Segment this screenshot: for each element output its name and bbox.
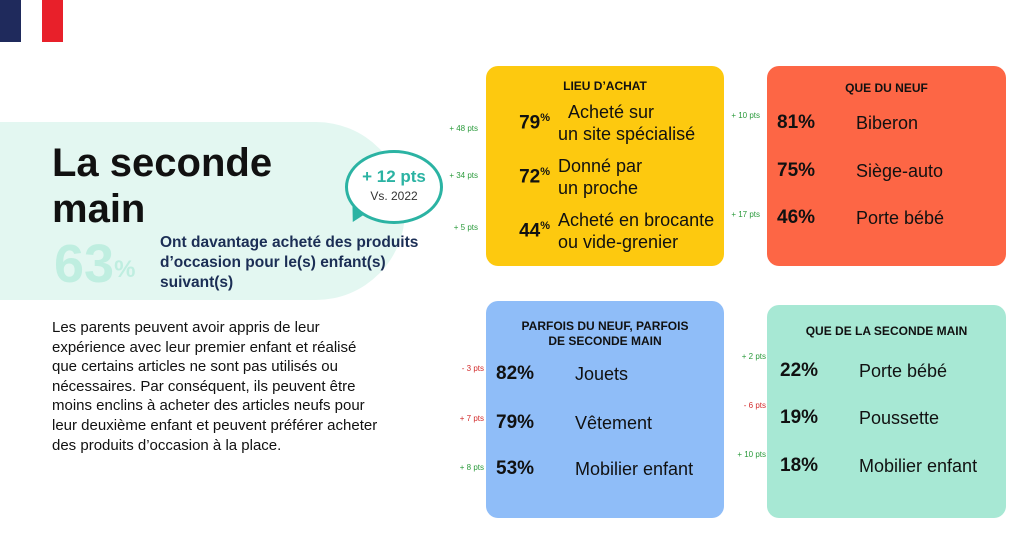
row-label: Mobilier enfant bbox=[859, 456, 978, 476]
row-percent: 22% bbox=[780, 360, 819, 381]
flag-white-stripe bbox=[21, 0, 42, 42]
card-title: LIEU D’ACHAT bbox=[563, 79, 647, 93]
row-label bbox=[558, 155, 642, 199]
hero-percent-sign: % bbox=[114, 256, 136, 283]
row-label-line-1: Donné par bbox=[558, 156, 643, 176]
hero-percent-value: 63 bbox=[54, 234, 115, 294]
row-percent bbox=[486, 112, 550, 134]
card-title: QUE DU NEUF bbox=[845, 81, 928, 95]
row-label: Biberon bbox=[856, 113, 919, 133]
row-percent: 19% bbox=[780, 407, 819, 428]
percent-sign: % bbox=[540, 111, 550, 124]
card-title-line-1: PARFOIS DU NEUF, PARFOIS bbox=[521, 319, 689, 333]
title-line-1: La seconde bbox=[52, 141, 273, 185]
card-que-du-neuf bbox=[767, 66, 1006, 266]
delta-badge: + 7 pts bbox=[459, 414, 484, 423]
list-item bbox=[767, 158, 1006, 184]
row-percent bbox=[486, 166, 550, 188]
row-label: Siège-auto bbox=[856, 161, 944, 181]
row-percent-value: 79 bbox=[519, 112, 541, 134]
speech-bubble bbox=[345, 150, 443, 224]
delta-badge: + 34 pts bbox=[449, 171, 478, 180]
row-label-line-2: un site spécialisé bbox=[558, 124, 696, 144]
list-item bbox=[486, 361, 724, 387]
bubble-delta: + 12 pts bbox=[362, 167, 426, 186]
delta-badge: + 5 pts bbox=[453, 223, 478, 232]
list-item bbox=[767, 358, 1006, 384]
list-item bbox=[486, 154, 724, 200]
explanation-paragraph: Les parents peuvent avoir appris de leur expérience avec leur premier enfant et réalisé que certains articles ne sont pas utilisés ou nécessaires. Par conséquent, ils peuvent être moins enclins à acheter des articles neufs pour leur deuxième enfant et peuvent préférer acheter des produits d’occasion à la place. bbox=[52, 319, 378, 454]
delta-badge: + 10 pts bbox=[737, 450, 766, 459]
flag-blue-stripe bbox=[0, 0, 21, 42]
row-percent-value: 44 bbox=[519, 220, 541, 242]
row-percent: 81% bbox=[777, 112, 816, 133]
hero-percent bbox=[54, 236, 135, 292]
list-item bbox=[767, 453, 1006, 479]
delta-badge: - 3 pts bbox=[461, 364, 484, 373]
row-percent-value: 72 bbox=[519, 166, 541, 188]
list-item bbox=[486, 208, 724, 254]
row-label-line-1: Acheté sur bbox=[568, 102, 655, 122]
row-label: Jouets bbox=[575, 364, 629, 384]
title-line-2: main bbox=[52, 187, 146, 231]
page-title bbox=[52, 140, 272, 232]
bubble-comparison: Vs. 2022 bbox=[370, 189, 418, 203]
list-item bbox=[767, 205, 1006, 231]
row-label-line-2: ou vide-grenier bbox=[558, 232, 679, 252]
card-parfois bbox=[486, 301, 724, 518]
list-item bbox=[767, 110, 1006, 136]
row-percent: 75% bbox=[777, 160, 816, 181]
flag-red-stripe bbox=[42, 0, 63, 42]
card-lieu-achat bbox=[486, 66, 724, 266]
row-percent bbox=[486, 220, 550, 242]
french-flag-icon bbox=[0, 0, 63, 42]
list-item bbox=[486, 410, 724, 436]
list-item bbox=[486, 100, 724, 146]
percent-sign: % bbox=[540, 219, 550, 232]
row-percent: 18% bbox=[780, 455, 819, 476]
card-seconde-main bbox=[767, 305, 1006, 518]
percent-sign: % bbox=[540, 165, 550, 178]
list-item bbox=[486, 456, 724, 482]
row-percent: 53% bbox=[496, 458, 535, 479]
card-title: QUE DE LA SECONDE MAIN bbox=[805, 324, 968, 338]
row-label: Mobilier enfant bbox=[575, 459, 694, 479]
delta-badge: - 6 pts bbox=[743, 401, 766, 410]
row-label bbox=[558, 101, 695, 145]
row-percent: 46% bbox=[777, 207, 816, 228]
row-label: Poussette bbox=[859, 408, 940, 428]
row-percent: 79% bbox=[496, 412, 535, 433]
row-label: Porte bébé bbox=[856, 208, 945, 228]
card-title-line-2: DE SECONDE MAIN bbox=[548, 334, 662, 348]
row-label: Vêtement bbox=[575, 413, 653, 433]
delta-badge: + 48 pts bbox=[449, 124, 478, 133]
row-label-line-2: un proche bbox=[558, 178, 639, 198]
row-label bbox=[558, 209, 714, 253]
delta-badge: + 8 pts bbox=[459, 463, 484, 472]
delta-badge: + 10 pts bbox=[731, 111, 760, 120]
delta-badge: + 2 pts bbox=[741, 352, 766, 361]
card-title bbox=[486, 319, 724, 349]
row-label: Porte bébé bbox=[859, 361, 948, 381]
row-label-line-1: Acheté en brocante bbox=[558, 210, 715, 230]
list-item bbox=[767, 405, 1006, 431]
delta-badge: + 17 pts bbox=[731, 210, 760, 219]
row-percent: 82% bbox=[496, 363, 535, 384]
hero-description: Ont davantage acheté des produits d’occasion pour le(s) enfant(s) suivant(s) bbox=[160, 234, 419, 291]
